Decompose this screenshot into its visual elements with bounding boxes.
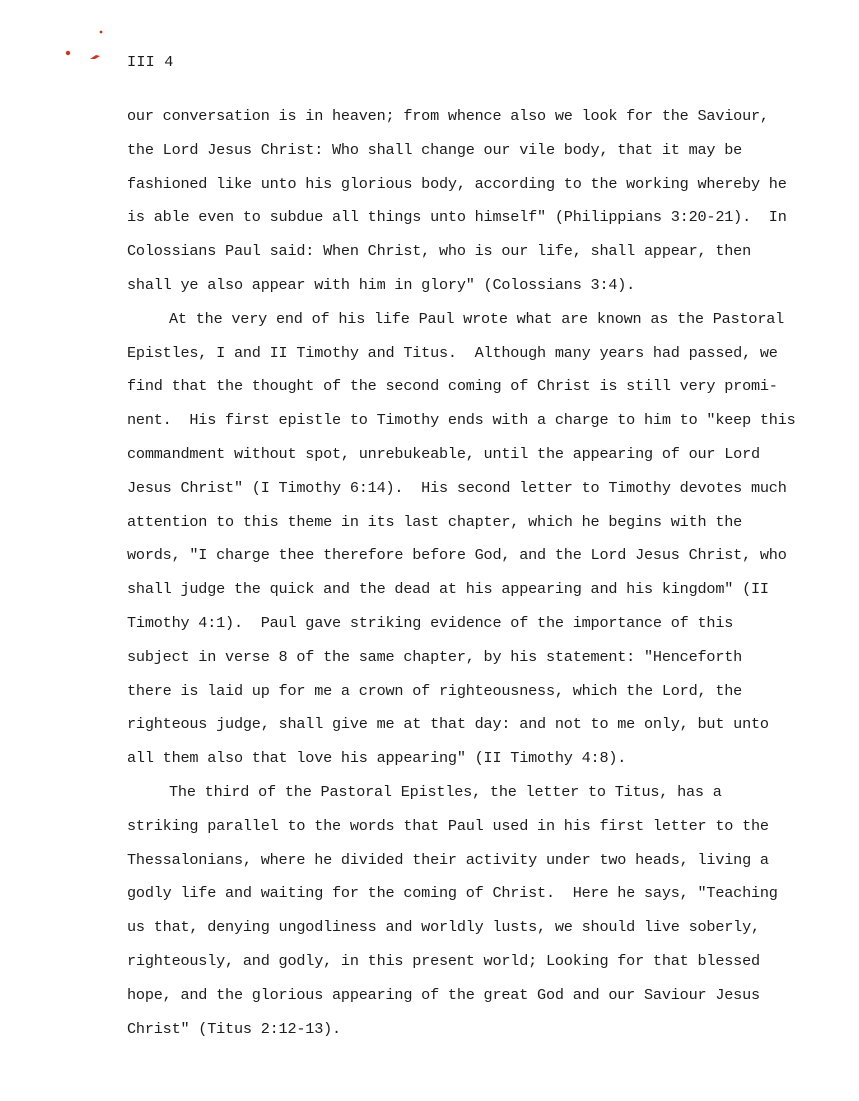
text-line: there is laid up for me a crown of righteousness, which the Lord, the [127, 681, 743, 700]
text-line: Jesus Christ" (I Timothy 6:14). His second letter to Timothy devotes much [127, 478, 787, 497]
text-line: godly life and waiting for the coming of Christ. Here he says, "Teaching [127, 884, 778, 903]
text-line: our conversation is in heaven; from whence also we look for the Saviour, [127, 107, 769, 125]
stray-ink-marks [60, 28, 110, 68]
text-line: the Lord Jesus Christ: Who shall change our vile body, that it may be [127, 140, 743, 159]
paragraph-3 [127, 782, 778, 1052]
text-line: righteous judge, shall give me at that day: and not to me only, but unto [127, 715, 769, 734]
text-line: fashioned like unto his glorious body, according to the working whereby he [127, 174, 787, 193]
body-text [127, 106, 796, 1052]
text-line: righteously, and godly, in this present world; Looking for that blessed [127, 951, 760, 970]
text-line: shall ye also appear with him in glory" (Colossians 3:4). [127, 275, 636, 294]
text-line: shall judge the quick and the dead at his appearing and his kingdom" (II [127, 580, 769, 599]
text-line: Colossians Paul said: When Christ, who is our life, shall appear, then [127, 242, 751, 261]
text-line: Timothy 4:1). Paul gave striking evidence of the importance of this [127, 613, 734, 632]
paragraph-2 [127, 309, 796, 782]
paragraph-1 [127, 106, 787, 309]
text-line: attention to this theme in its last chapter, which he begins with the [127, 512, 743, 531]
text-line: find that the thought of the second coming of Christ is still very promi- [127, 377, 778, 396]
text-line: hope, and the glorious appearing of the great God and our Saviour Jesus [127, 985, 760, 1004]
text-line: Christ" (Titus 2:12-13). [127, 1019, 341, 1038]
text-line: The third of the Pastoral Epistles, the letter to Titus, has a [169, 782, 722, 801]
text-line: us that, denying ungodliness and worldly lusts, we should live soberly, [127, 918, 760, 937]
text-line: commandment without spot, unrebukeable, until the appearing of our Lord [127, 444, 760, 463]
text-line: is able even to subdue all things unto himself" (Philippians 3:20-21). In [127, 208, 787, 227]
text-line: At the very end of his life Paul wrote what are known as the Pastoral [169, 309, 785, 328]
text-line: words, "I charge thee therefore before God, and the Lord Jesus Christ, who [127, 546, 787, 565]
text-line: Epistles, I and II Timothy and Titus. Although many years had passed, we [127, 343, 778, 362]
text-line: subject in verse 8 of the same chapter, by his statement: "Henceforth [127, 647, 743, 666]
text-line: striking parallel to the words that Paul used in his first letter to the [127, 816, 769, 835]
page-number: III 4 [127, 53, 174, 71]
text-line: Thessalonians, where he divided their activity under two heads, living a [127, 850, 769, 869]
text-line: all them also that love his appearing" (II Timothy 4:8). [127, 749, 627, 768]
text-line: nent. His first epistle to Timothy ends with a charge to him to "keep this [127, 411, 796, 430]
